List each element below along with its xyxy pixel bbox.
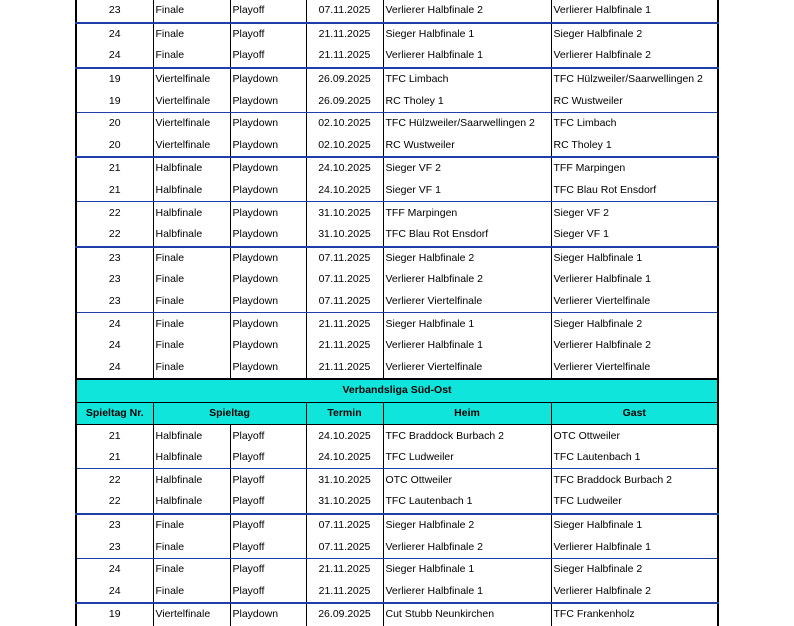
cell-date: 07.11.2025 — [306, 536, 383, 558]
cell-home: TFF Marpingen — [383, 202, 551, 224]
cell-home: Verlierer Viertelfinale — [383, 357, 551, 380]
cell-home: TFC Lautenbach 1 — [383, 491, 551, 514]
table-row — [76, 514, 718, 537]
cell-date: 24.10.2025 — [306, 447, 383, 469]
cell-home: TFC Hülzweiler/Saarwellingen 2 — [383, 112, 551, 134]
header-guest: Gast — [551, 402, 718, 425]
table-row — [76, 224, 718, 247]
cell-round: Halbfinale — [153, 180, 230, 202]
cell-guest: Sieger VF 2 — [551, 202, 718, 224]
table-row — [76, 425, 718, 447]
cell-date: 21.11.2025 — [306, 23, 383, 46]
cell-home: Sieger Halbfinale 2 — [383, 247, 551, 270]
cell-type: Playoff — [230, 447, 306, 469]
cell-round: Finale — [153, 0, 230, 23]
section-title-row — [76, 379, 718, 402]
cell-type: Playdown — [230, 112, 306, 134]
header-home: Heim — [383, 402, 551, 425]
table-row — [76, 247, 718, 270]
cell-round: Halbfinale — [153, 157, 230, 180]
cell-guest: Verlierer Halbfinale 1 — [551, 0, 718, 23]
cell-home: Verlierer Halbfinale 1 — [383, 335, 551, 357]
cell-guest: RC Tholey 1 — [551, 135, 718, 158]
cell-round: Finale — [153, 514, 230, 537]
cell-nr: 24 — [76, 357, 153, 380]
cell-home: RC Tholey 1 — [383, 90, 551, 112]
cell-date: 21.11.2025 — [306, 335, 383, 357]
cell-date: 21.11.2025 — [306, 45, 383, 68]
cell-nr: 24 — [76, 580, 153, 603]
cell-nr: 23 — [76, 514, 153, 537]
table-row — [76, 135, 718, 158]
cell-nr: 21 — [76, 447, 153, 469]
cell-type: Playdown — [230, 291, 306, 313]
cell-date: 26.09.2025 — [306, 603, 383, 626]
table-row — [76, 580, 718, 603]
cell-nr: 21 — [76, 425, 153, 447]
cell-nr: 24 — [76, 313, 153, 335]
section-title: Verbandsliga Süd-Ost — [76, 379, 718, 402]
cell-guest: Sieger Halbfinale 2 — [551, 313, 718, 335]
cell-date: 26.09.2025 — [306, 68, 383, 91]
cell-guest: TFC Ludweiler — [551, 491, 718, 514]
cell-round: Halbfinale — [153, 491, 230, 514]
cell-date: 21.11.2025 — [306, 313, 383, 335]
cell-guest: Sieger Halbfinale 2 — [551, 558, 718, 580]
cell-guest: TFC Lautenbach 1 — [551, 447, 718, 469]
cell-type: Playoff — [230, 0, 306, 23]
cell-type: Playoff — [230, 469, 306, 491]
cell-type: Playdown — [230, 224, 306, 247]
cell-round: Viertelfinale — [153, 603, 230, 626]
cell-round: Finale — [153, 558, 230, 580]
cell-type: Playdown — [230, 68, 306, 91]
cell-date: 31.10.2025 — [306, 491, 383, 514]
cell-type: Playoff — [230, 23, 306, 46]
cell-nr: 21 — [76, 157, 153, 180]
cell-home: Sieger Halbfinale 2 — [383, 514, 551, 537]
cell-type: Playdown — [230, 357, 306, 380]
cell-guest: Verlierer Halbfinale 2 — [551, 580, 718, 603]
cell-guest: Sieger Halbfinale 1 — [551, 514, 718, 537]
cell-guest: TFC Hülzweiler/Saarwellingen 2 — [551, 68, 718, 91]
cell-type: Playdown — [230, 335, 306, 357]
cell-nr: 20 — [76, 135, 153, 158]
table-row — [76, 335, 718, 357]
table-row — [76, 269, 718, 291]
cell-nr: 24 — [76, 558, 153, 580]
schedule-sheet — [75, 0, 717, 626]
cell-round: Halbfinale — [153, 202, 230, 224]
cell-type: Playoff — [230, 580, 306, 603]
cell-date: 26.09.2025 — [306, 90, 383, 112]
table-row — [76, 68, 718, 91]
cell-home: Sieger Halbfinale 1 — [383, 558, 551, 580]
header-nr: Spieltag Nr. — [76, 402, 153, 425]
cell-date: 24.10.2025 — [306, 157, 383, 180]
cell-guest: TFC Braddock Burbach 2 — [551, 469, 718, 491]
cell-round: Finale — [153, 580, 230, 603]
table-row — [76, 357, 718, 380]
cell-type: Playdown — [230, 90, 306, 112]
cell-round: Viertelfinale — [153, 90, 230, 112]
table-row — [76, 23, 718, 46]
cell-nr: 24 — [76, 23, 153, 46]
cell-nr: 23 — [76, 291, 153, 313]
table-row — [76, 291, 718, 313]
column-header-row — [76, 402, 718, 425]
cell-guest: Verlierer Halbfinale 2 — [551, 45, 718, 68]
cell-round: Finale — [153, 536, 230, 558]
cell-date: 02.10.2025 — [306, 112, 383, 134]
cell-date: 31.10.2025 — [306, 224, 383, 247]
header-round: Spieltag — [153, 402, 306, 425]
cell-round: Finale — [153, 291, 230, 313]
cell-home: Verlierer Halbfinale 1 — [383, 45, 551, 68]
cell-type: Playoff — [230, 558, 306, 580]
schedule-table — [75, 0, 719, 626]
cell-type: Playdown — [230, 135, 306, 158]
cell-guest: TFC Limbach — [551, 112, 718, 134]
cell-guest: Verlierer Viertelfinale — [551, 291, 718, 313]
cell-type: Playdown — [230, 313, 306, 335]
cell-nr: 20 — [76, 112, 153, 134]
cell-round: Finale — [153, 313, 230, 335]
cell-nr: 24 — [76, 335, 153, 357]
cell-home: Sieger Halbfinale 1 — [383, 313, 551, 335]
table-row — [76, 491, 718, 514]
cell-guest: Verlierer Halbfinale 1 — [551, 536, 718, 558]
cell-round: Viertelfinale — [153, 112, 230, 134]
cell-round: Halbfinale — [153, 425, 230, 447]
cell-home: Cut Stubb Neunkirchen — [383, 603, 551, 626]
cell-nr: 22 — [76, 469, 153, 491]
cell-nr: 23 — [76, 0, 153, 23]
cell-type: Playoff — [230, 45, 306, 68]
cell-home: TFC Braddock Burbach 2 — [383, 425, 551, 447]
cell-type: Playdown — [230, 247, 306, 270]
cell-date: 24.10.2025 — [306, 425, 383, 447]
cell-home: Verlierer Halbfinale 2 — [383, 269, 551, 291]
cell-nr: 23 — [76, 269, 153, 291]
header-date: Termin — [306, 402, 383, 425]
cell-home: Sieger VF 2 — [383, 157, 551, 180]
cell-round: Halbfinale — [153, 469, 230, 491]
table-row — [76, 313, 718, 335]
cell-nr: 22 — [76, 202, 153, 224]
cell-home: RC Wustweiler — [383, 135, 551, 158]
cell-guest: Verlierer Halbfinale 1 — [551, 269, 718, 291]
table-row — [76, 603, 718, 626]
cell-type: Playoff — [230, 536, 306, 558]
table-row — [76, 180, 718, 202]
cell-guest: Sieger VF 1 — [551, 224, 718, 247]
table-row — [76, 469, 718, 491]
table-row — [76, 447, 718, 469]
cell-type: Playdown — [230, 157, 306, 180]
cell-nr: 23 — [76, 247, 153, 270]
cell-nr: 19 — [76, 68, 153, 91]
cell-type: Playdown — [230, 202, 306, 224]
cell-nr: 19 — [76, 603, 153, 626]
cell-round: Viertelfinale — [153, 68, 230, 91]
cell-home: Sieger VF 1 — [383, 180, 551, 202]
table-row — [76, 558, 718, 580]
cell-type: Playdown — [230, 269, 306, 291]
cell-type: Playdown — [230, 603, 306, 626]
cell-guest: RC Wustweiler — [551, 90, 718, 112]
cell-nr: 22 — [76, 224, 153, 247]
cell-type: Playoff — [230, 491, 306, 514]
cell-date: 07.11.2025 — [306, 514, 383, 537]
cell-home: Sieger Halbfinale 1 — [383, 23, 551, 46]
cell-date: 21.11.2025 — [306, 558, 383, 580]
table-row — [76, 536, 718, 558]
cell-date: 07.11.2025 — [306, 0, 383, 23]
cell-nr: 19 — [76, 90, 153, 112]
table-row — [76, 112, 718, 134]
cell-home: Verlierer Viertelfinale — [383, 291, 551, 313]
cell-date: 07.11.2025 — [306, 269, 383, 291]
cell-guest: Sieger Halbfinale 1 — [551, 247, 718, 270]
cell-date: 31.10.2025 — [306, 469, 383, 491]
cell-nr: 24 — [76, 45, 153, 68]
cell-date: 07.11.2025 — [306, 247, 383, 270]
cell-home: TFC Blau Rot Ensdorf — [383, 224, 551, 247]
cell-home: OTC Ottweiler — [383, 469, 551, 491]
cell-round: Finale — [153, 335, 230, 357]
cell-round: Finale — [153, 357, 230, 380]
cell-nr: 22 — [76, 491, 153, 514]
cell-date: 31.10.2025 — [306, 202, 383, 224]
cell-home: Verlierer Halbfinale 2 — [383, 536, 551, 558]
cell-guest: Sieger Halbfinale 2 — [551, 23, 718, 46]
cell-type: Playoff — [230, 514, 306, 537]
cell-type: Playdown — [230, 180, 306, 202]
cell-round: Finale — [153, 247, 230, 270]
cell-guest: OTC Ottweiler — [551, 425, 718, 447]
cell-date: 02.10.2025 — [306, 135, 383, 158]
cell-home: Verlierer Halbfinale 1 — [383, 580, 551, 603]
cell-round: Finale — [153, 269, 230, 291]
cell-round: Halbfinale — [153, 447, 230, 469]
cell-home: TFC Limbach — [383, 68, 551, 91]
table-row — [76, 0, 718, 23]
cell-home: TFC Ludweiler — [383, 447, 551, 469]
cell-round: Finale — [153, 23, 230, 46]
cell-guest: TFF Marpingen — [551, 157, 718, 180]
cell-home: Verlierer Halbfinale 2 — [383, 0, 551, 23]
cell-date: 21.11.2025 — [306, 580, 383, 603]
cell-round: Viertelfinale — [153, 135, 230, 158]
cell-guest: Verlierer Viertelfinale — [551, 357, 718, 380]
cell-nr: 21 — [76, 180, 153, 202]
table-row — [76, 157, 718, 180]
cell-round: Halbfinale — [153, 224, 230, 247]
cell-guest: TFC Frankenholz — [551, 603, 718, 626]
cell-guest: Verlierer Halbfinale 2 — [551, 335, 718, 357]
table-row — [76, 45, 718, 68]
cell-nr: 23 — [76, 536, 153, 558]
cell-date: 24.10.2025 — [306, 180, 383, 202]
cell-guest: TFC Blau Rot Ensdorf — [551, 180, 718, 202]
cell-date: 21.11.2025 — [306, 357, 383, 380]
table-row — [76, 90, 718, 112]
table-row — [76, 202, 718, 224]
cell-date: 07.11.2025 — [306, 291, 383, 313]
cell-type: Playoff — [230, 425, 306, 447]
cell-round: Finale — [153, 45, 230, 68]
